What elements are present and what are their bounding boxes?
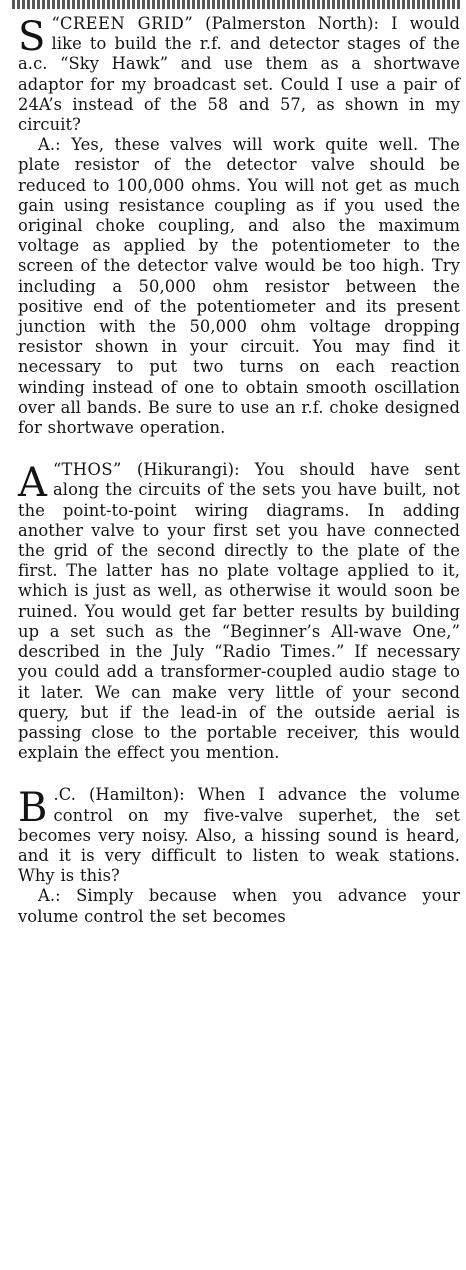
question-paragraph bbox=[18, 14, 460, 135]
drop-cap: A bbox=[18, 460, 47, 507]
question-paragraph bbox=[18, 460, 460, 763]
open-quote: “ bbox=[53, 460, 62, 480]
top-border-rule bbox=[12, 0, 462, 9]
drop-cap: S bbox=[18, 14, 46, 60]
question-text: : I would like to build the r.f. and detector stages of the a.c. “Sky Hawk” and use them as a shortwave adaptor for my broadcast set. Could I use a pair of 24A’s instead of the 58 and 57, as shown in my circuit? bbox=[18, 14, 460, 135]
correspondent-location: (Hamilton) bbox=[76, 785, 180, 805]
question-text: : You should have sent along the circuits of the sets you have built, not the point-to-point wiring diagrams. In adding another valve to your first set you have connected the grid of the second directly to the plate of the first. The latter has no plate voltage applied to it, which is just as well, as otherwise it would soon be ruined. You would get far better results by building up a set such as the “Beginner’s All-wave One,” described in the July “Radio Times.” If necessary you could add a transformer-coupled audio stage to it later. We can make very little of your second query, but if the lead-in of the outside aerial is passing close to the portable receiver, this would explain the effect you mention. bbox=[18, 460, 460, 763]
correspondent-name: CREEN GRID” bbox=[59, 14, 194, 33]
answer-paragraph: A.: Simply because when you advance your volume control the set becomes bbox=[18, 886, 460, 926]
qa-column bbox=[18, 14, 460, 949]
answer-paragraph: A.: Yes, these valves will work quite well. The plate resistor of the detector valve should be reduced to 100,000 ohms. You will not get as much gain using resistance coupling as if you used the original choke coupling, and also the maximum voltage as applied by the potentiometer to the screen of the detector valve would be too high. Try including a 50,000 ohm resistor between the positive end of the potentiometer and its present junction with the 50,000 ohm voltage dropping resistor shown in your circuit. You may find it necessary to put two turns on each reaction winding instead of one to obtain smooth oscillation over all bands. Be sure to use an r.f. choke designed for shortwave operation. bbox=[18, 135, 460, 438]
qa-item-athos bbox=[18, 460, 460, 763]
qa-item-screen-grid bbox=[18, 14, 460, 438]
correspondent-name: THOS” bbox=[61, 460, 122, 480]
correspondent-name: .C. bbox=[53, 785, 77, 805]
open-quote: “ bbox=[51, 14, 60, 33]
correspondent-location: (Palmerston North) bbox=[193, 14, 374, 33]
question-paragraph bbox=[18, 785, 460, 886]
drop-cap: B bbox=[18, 785, 48, 832]
qa-item-bc bbox=[18, 785, 460, 926]
question-text: : When I advance the volume control on my five-valve superhet, the set becomes very noisy. Also, a hissing sound is heard, and it is very difficult to listen to weak stations. Why is this? bbox=[18, 785, 460, 886]
correspondent-location: (Hikurangi) bbox=[121, 460, 235, 480]
